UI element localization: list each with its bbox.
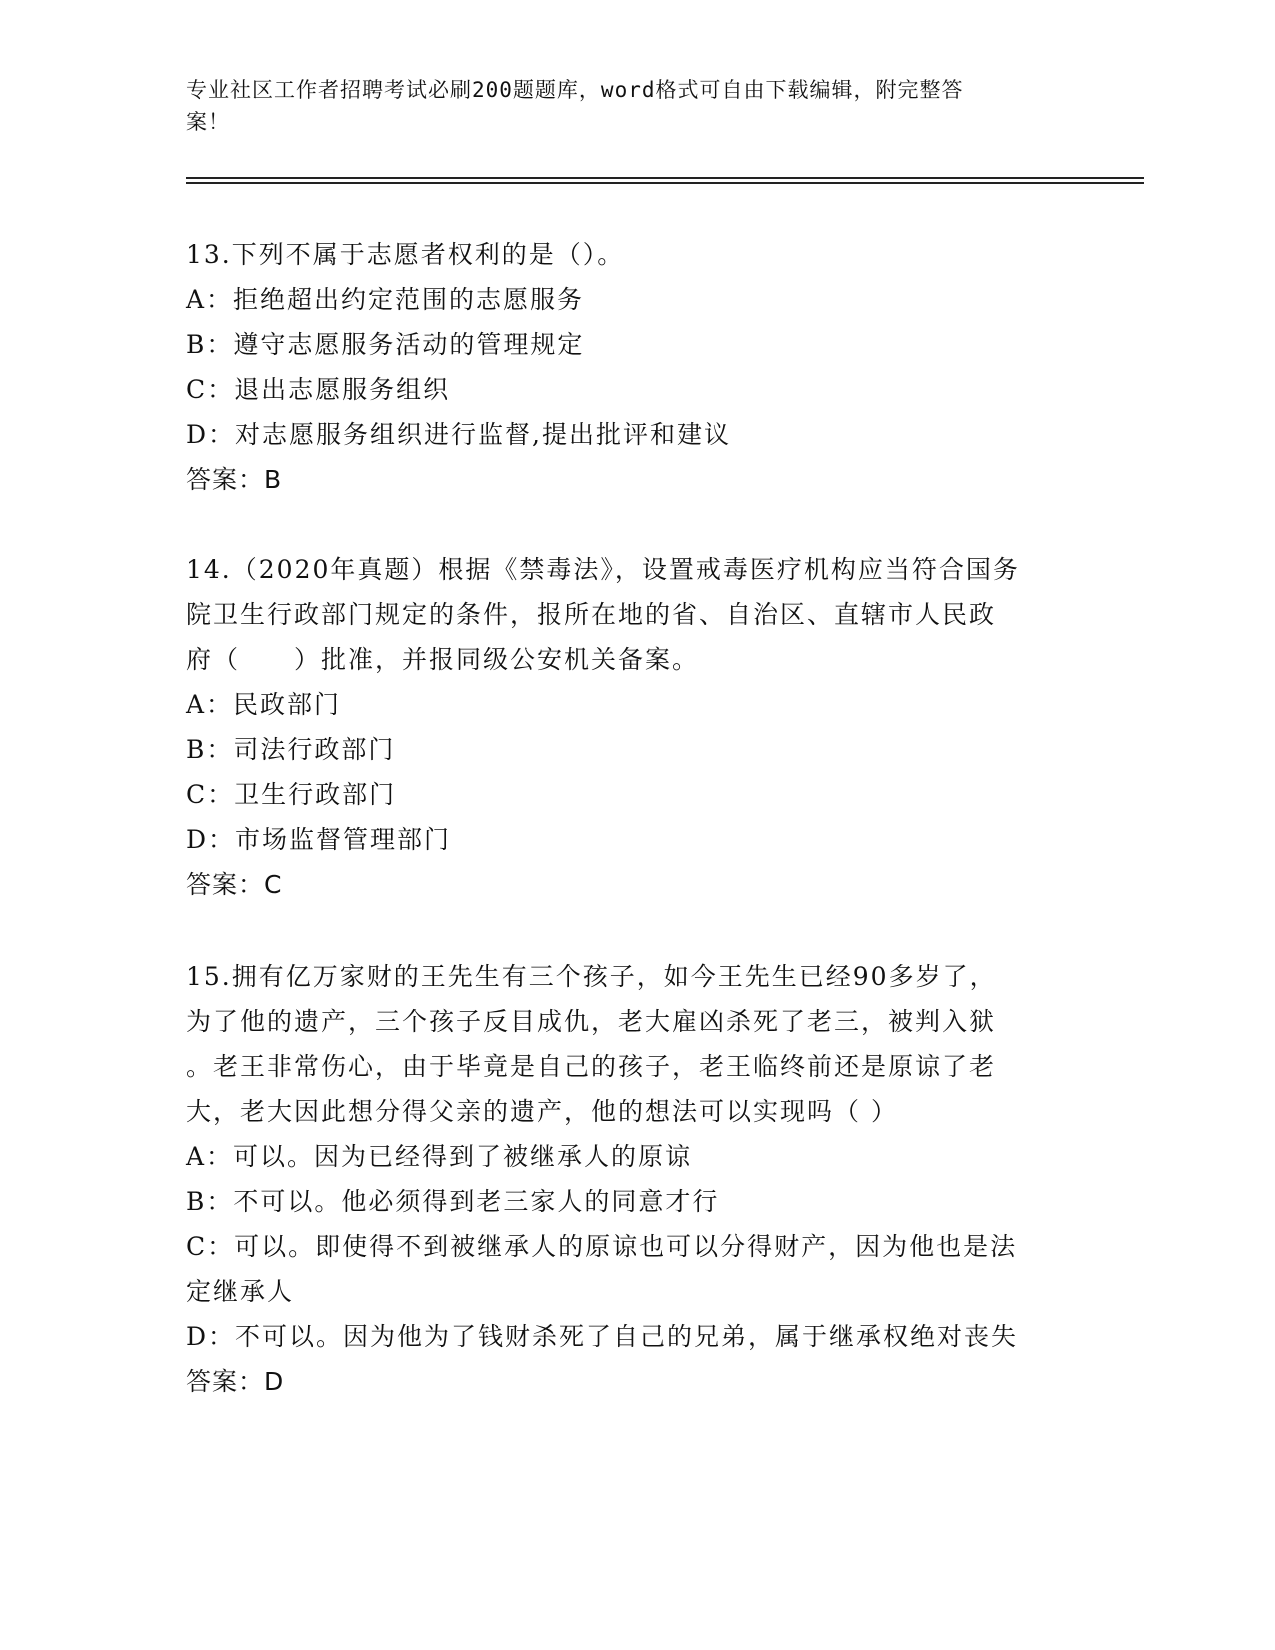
question-stem: 。老王非常伤心，由于毕竟是自己的孩子，老王临终前还是原谅了老 — [186, 1052, 997, 1081]
option-c: C：退出志愿服务组织 — [186, 375, 451, 404]
header-divider-top — [186, 177, 1144, 179]
option-c-continued: 定继承人 — [186, 1277, 295, 1306]
option-c: C：可以。即使得不到被继承人的原谅也可以分得财产，因为他也是法 — [186, 1232, 1018, 1261]
option-a: A：民政部门 — [186, 690, 342, 719]
question-stem: 大，老大因此想分得父亲的遗产，他的想法可以实现吗（ ） — [186, 1097, 898, 1126]
option-d: D：对志愿服务组织进行监督,提出批评和建议 — [186, 420, 731, 449]
question-stem: 院卫生行政部门规定的条件，报所在地的省、自治区、直辖市人民政 — [186, 600, 997, 629]
question-stem: 15.拥有亿万家财的王先生有三个孩子，如今王先生已经90多岁了， — [186, 962, 997, 991]
question-stem: 府（ ）批准，并报同级公安机关备案。 — [186, 645, 700, 674]
answer-line: 答案：C — [186, 870, 283, 899]
question-stem: 14.（2020年真题）根据《禁毒法》，设置戒毒医疗机构应当符合国务 — [186, 555, 1020, 584]
option-a: A：拒绝超出约定范围的志愿服务 — [186, 285, 585, 314]
option-d: D：不可以。因为他为了钱财杀死了自己的兄弟，属于继承权绝对丧失 — [186, 1322, 1019, 1351]
question-stem: 13.下列不属于志愿者权利的是（）。 — [186, 240, 625, 269]
header-divider-bottom — [186, 182, 1144, 184]
option-a: A：可以。因为已经得到了被继承人的原谅 — [186, 1142, 693, 1171]
option-b: B：不可以。他必须得到老三家人的同意才行 — [186, 1187, 720, 1216]
answer-line: 答案：D — [186, 1367, 285, 1396]
option-b: B：司法行政部门 — [186, 735, 396, 764]
answer-line: 答案：B — [186, 465, 283, 494]
option-d: D：市场监督管理部门 — [186, 825, 452, 854]
question-14 — [186, 547, 1086, 907]
option-b: B：遵守志愿服务活动的管理规定 — [186, 330, 585, 359]
header-line-2: 案！ — [186, 110, 230, 134]
question-stem: 为了他的遗产，三个孩子反目成仇，老大雇凶杀死了老三，被判入狱 — [186, 1007, 997, 1036]
question-15 — [186, 954, 1086, 1404]
header-line-1: 专业社区工作者招聘考试必刷200题题库，word格式可自由下载编辑，附完整答 — [186, 78, 964, 102]
document-header — [186, 74, 1066, 138]
question-13 — [186, 232, 1086, 502]
option-c: C：卫生行政部门 — [186, 780, 397, 809]
